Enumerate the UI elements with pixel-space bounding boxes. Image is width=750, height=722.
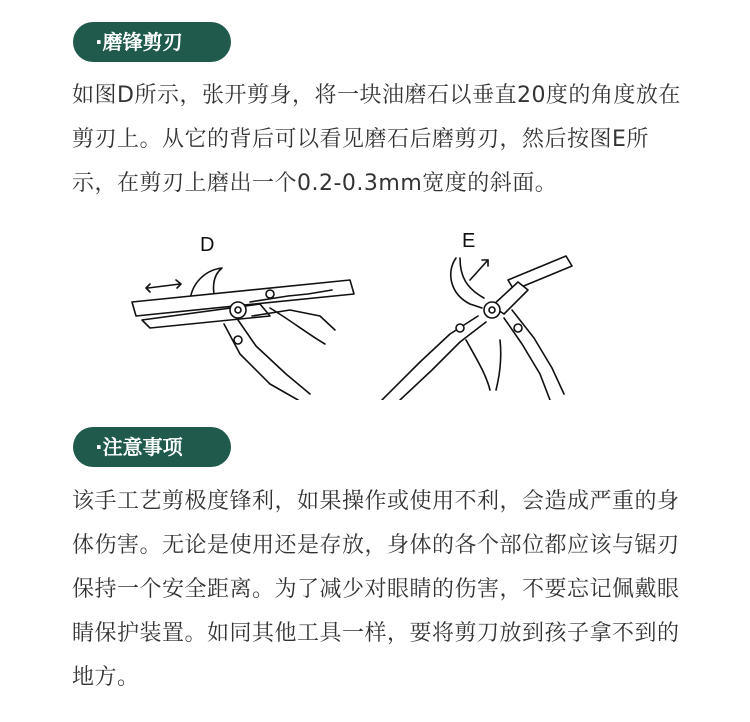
figure-label-e: E bbox=[462, 230, 476, 252]
sharpening-instructions: 如图D所示，张开剪身，将一块油磨石以垂直20度的角度放在剪刃上。从它的背后可以看见磨石后磨剪刃，然后按图E所示，在剪刃上磨出一个0.2-0.3mm宽度的斜面。 bbox=[72, 83, 681, 196]
shears-drawing bbox=[120, 224, 620, 400]
section-heading-sharpening: ·磨锋剪刃 bbox=[73, 22, 231, 62]
figure-d-shears bbox=[132, 268, 354, 400]
figure-label-d: D bbox=[200, 234, 215, 256]
section-heading-precautions: ·注意事项 bbox=[73, 427, 231, 467]
figure-e-shears bbox=[382, 256, 572, 400]
safety-precautions: 该手工艺剪极度锋利，如果操作或使用不利，会造成严重的身体伤害。无论是使用还是存放，身体的各个部位都应该与锯刃保持一个安全距离。为了减少对眼睛的伤害，不要忘记佩戴眼睛保护装置。如同其他工具一样，要将剪刀放到孩子拿不到的地方。 bbox=[72, 489, 680, 690]
sharpening-illustration bbox=[120, 224, 620, 400]
